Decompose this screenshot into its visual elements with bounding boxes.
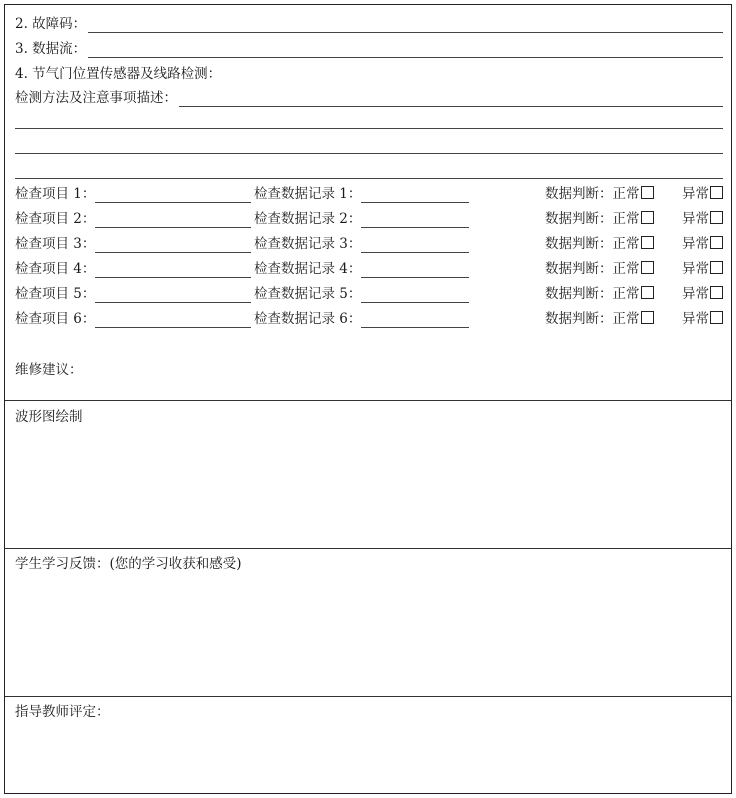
method-line-3[interactable] <box>15 153 723 154</box>
throttle-heading-row <box>15 63 723 83</box>
abnormal-label: 异常 <box>682 311 709 327</box>
fault-code-field[interactable] <box>88 16 723 33</box>
method-label: 检测方法及注意事项描述： <box>15 90 177 106</box>
check-item-label: 检查项目 2： <box>15 211 96 227</box>
form-frame <box>4 4 732 794</box>
judge-normal-label: 数据判断：正常 <box>545 261 640 277</box>
check-record-label: 检查数据记录 2： <box>254 211 362 227</box>
check-row-4 <box>15 260 723 280</box>
check-record-label: 检查数据记录 1： <box>254 186 362 202</box>
judge-normal-label: 数据判断：正常 <box>545 211 640 227</box>
method-row <box>15 87 723 107</box>
abnormal-checkbox[interactable] <box>710 236 723 249</box>
check-record-field[interactable] <box>361 311 469 328</box>
normal-checkbox[interactable] <box>641 261 654 274</box>
section-divider <box>5 696 731 697</box>
method-field[interactable] <box>179 90 723 107</box>
check-record-field[interactable] <box>361 261 469 278</box>
data-stream-row <box>15 38 723 58</box>
data-stream-field[interactable] <box>88 41 723 58</box>
judge-normal-label: 数据判断：正常 <box>545 286 640 302</box>
check-row-5 <box>15 285 723 305</box>
abnormal-checkbox[interactable] <box>710 286 723 299</box>
judge-normal-label: 数据判断：正常 <box>545 186 640 202</box>
normal-checkbox[interactable] <box>641 236 654 249</box>
abnormal-label: 异常 <box>682 236 709 252</box>
fault-code-label: 2. 故障码： <box>15 16 87 32</box>
check-record-label: 检查数据记录 6： <box>254 311 362 327</box>
section-divider <box>5 548 731 549</box>
abnormal-label: 异常 <box>682 286 709 302</box>
method-line-2[interactable] <box>15 128 723 129</box>
check-item-label: 检查项目 6： <box>15 311 96 327</box>
waveform-label: 波形图绘制 <box>15 409 83 425</box>
check-item-label: 检查项目 5： <box>15 286 96 302</box>
check-record-label: 检查数据记录 3： <box>254 236 362 252</box>
teacher-evaluation-label: 指导教师评定： <box>15 704 110 720</box>
throttle-heading: 4. 节气门位置传感器及线路检测： <box>15 66 222 82</box>
abnormal-label: 异常 <box>682 211 709 227</box>
check-record-field[interactable] <box>361 211 469 228</box>
judge-normal-label: 数据判断：正常 <box>545 236 640 252</box>
abnormal-checkbox[interactable] <box>710 311 723 324</box>
feedback-label: 学生学习反馈：(您的学习收获和感受) <box>15 556 242 572</box>
abnormal-checkbox[interactable] <box>710 211 723 224</box>
check-item-label: 检查项目 4： <box>15 261 96 277</box>
check-item-field[interactable] <box>95 236 251 253</box>
check-record-field[interactable] <box>361 186 469 203</box>
normal-checkbox[interactable] <box>641 311 654 324</box>
check-record-label: 检查数据记录 5： <box>254 286 362 302</box>
check-row-6 <box>15 310 723 330</box>
abnormal-checkbox[interactable] <box>710 186 723 199</box>
check-item-field[interactable] <box>95 311 251 328</box>
check-item-field[interactable] <box>95 286 251 303</box>
check-item-field[interactable] <box>95 261 251 278</box>
check-record-field[interactable] <box>361 286 469 303</box>
check-row-3 <box>15 235 723 255</box>
normal-checkbox[interactable] <box>641 286 654 299</box>
abnormal-label: 异常 <box>682 261 709 277</box>
section-divider <box>5 400 731 401</box>
method-line-4[interactable] <box>15 178 723 179</box>
check-record-field[interactable] <box>361 236 469 253</box>
repair-advice-label: 维修建议： <box>15 362 83 378</box>
judge-normal-label: 数据判断：正常 <box>545 311 640 327</box>
normal-checkbox[interactable] <box>641 211 654 224</box>
check-item-field[interactable] <box>95 186 251 203</box>
fault-code-row <box>15 13 723 33</box>
normal-checkbox[interactable] <box>641 186 654 199</box>
check-row-2 <box>15 210 723 230</box>
check-item-field[interactable] <box>95 211 251 228</box>
abnormal-checkbox[interactable] <box>710 261 723 274</box>
check-item-label: 检查项目 1： <box>15 186 96 202</box>
check-row-1 <box>15 185 723 205</box>
check-item-label: 检查项目 3： <box>15 236 96 252</box>
data-stream-label: 3. 数据流： <box>15 41 87 57</box>
check-record-label: 检查数据记录 4： <box>254 261 362 277</box>
abnormal-label: 异常 <box>682 186 709 202</box>
